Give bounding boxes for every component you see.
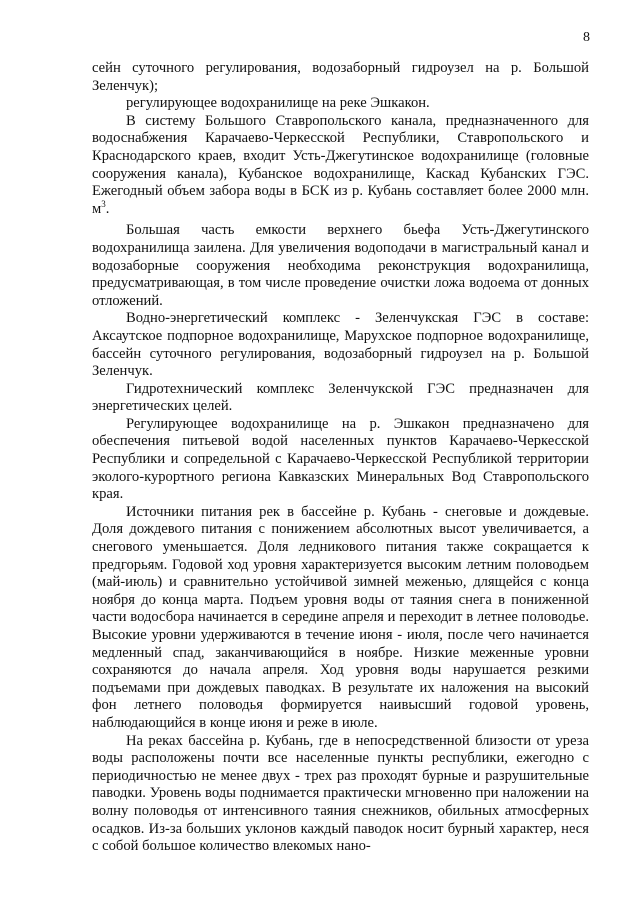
paragraph-1: сейн суточного регулирования, водозаборный гидроузел на р. Большой Зеленчук);	[92, 60, 589, 94]
paragraph-7: Регулирующее водохранилище на р. Эшкакон предназначено для обеспечения питьевой водой населенных пунктов Карачаево-Черкесской Республики и сопредельной с Карачаево-Черкесской Республикой территории эколого-курортного региона Кавказских Минеральных Вод Ставропольского края.	[92, 415, 589, 503]
paragraph-8: Источники питания рек в бассейне р. Кубань - снеговые и дождевые. Доля дождевого питания с понижением абсолютных высот увеличивается, а снегового уменьшается. Доля ледникового питания также сокращается к предгорьям. Годовой ход уровня характеризуется высоким летним половодьем (май-июль) и сравнительно устойчивой зимней меженью, длящейся с конца ноября до конца марта. Подъем уровня воды от таяния снега в пониженной части водосбора начинается в середине апреля и переходит в летнее половодье. Высокие уровни удерживаются в течение июня - июля, после чего начинается медленный спад, заканчивающийся в ноябре. Низкие меженные уровни сохраняются до начала апреля. Ход уровня воды нарушается резкими подъемами при дождевых паводках. В результате их наложения на высокий фон летнего половодья формируется наивысший годовой уровень, наблюдающийся в конце июня и реже в июле.	[92, 503, 589, 731]
superscript-cubic: 3	[101, 198, 106, 209]
page-number: 8	[583, 30, 590, 45]
paragraph-5: Водно-энергетический комплекс - Зеленчукская ГЭС в составе: Аксаутское подпорное водохранилище, Марухское подпорное водохранилище, бассейн суточного регулирования, водозаборный гидроузел на р. Большой Зеленчук.	[92, 310, 589, 380]
body-text	[92, 60, 589, 856]
paragraph-9: На реках бассейна р. Кубань, где в непосредственной близости от уреза воды расположены почти все населенные пункты республики, ежегодно с периодичностью не менее двух - трех раз проходят бурные и разрушительные паводки. Уровень воды поднимается практически мгновенно при наложении на волну половодья от интенсивного таяния снежников, обильных атмосферных осадков. Из-за больших уклонов каждый паводок носит бурный характер, неся с собой большое количество влекомых нано-	[92, 732, 589, 855]
paragraph-3-text: В систему Большого Ставропольского канала, предназначенного для водоснабжения Карачаево-Черкесской Республики, Ставропольского и Краснодарского краев, входит Усть-Джегутинское водохранилище (головные сооружения канала), Кубанское водохранилище, Каскад Кубанских ГЭС. Ежегодный объем забора воды в БСК из р. Кубань составляет более 2000 млн. м	[92, 112, 589, 217]
paragraph-3	[92, 113, 589, 219]
paragraph-2: регулирующее водохранилище на реке Эшкакон.	[126, 95, 430, 112]
paragraph-3-end: .	[105, 200, 110, 217]
paragraph-4: Большая часть емкости верхнего бьефа Усть-Джегутинского водохранилища заилена. Для увеличения водоподачи в магистральный канал и водозаборные сооружения необходима реконструкция водохранилища, предусматривающая, в том числе проведение очистки ложа водоема от донных отложений.	[92, 222, 589, 309]
paragraph-6: Гидротехнический комплекс Зеленчукской ГЭС предназначен для энергетических целей.	[92, 380, 589, 415]
